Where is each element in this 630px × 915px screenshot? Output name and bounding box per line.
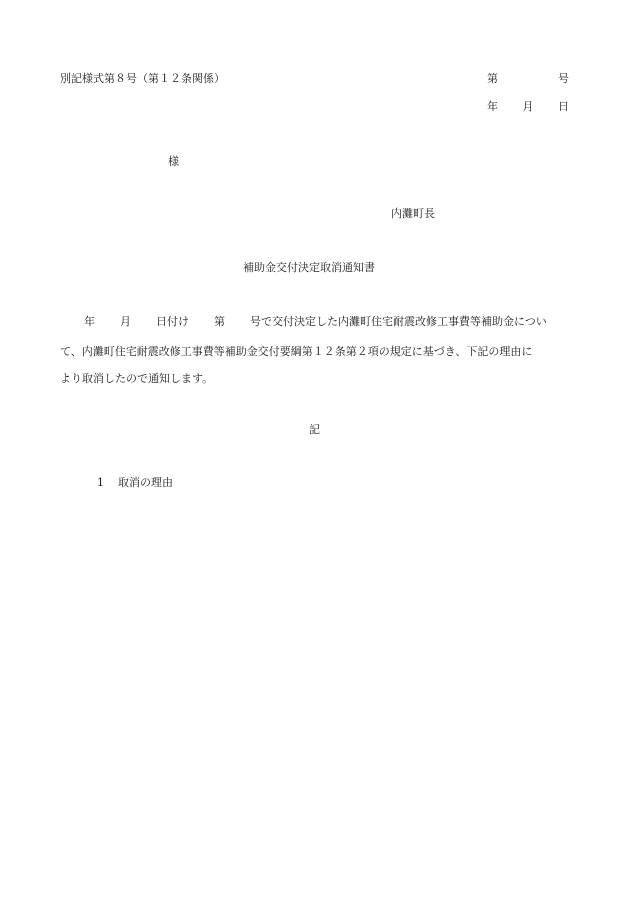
date-month: 月 bbox=[522, 100, 534, 113]
body-line-1 bbox=[84, 316, 547, 327]
body-line-1-text: 号で交付決定した内灘町住宅耐震改修工事費等補助金につい bbox=[250, 315, 547, 328]
form-label: 別記様式第８号（第１２条関係） bbox=[60, 72, 225, 85]
body-line-2: て、内灘町住宅耐震改修工事費等補助金交付要綱第１２条第２項の規定に基づき、下記の理由に bbox=[60, 345, 533, 358]
list-item-number: 1 bbox=[97, 476, 104, 489]
document-number-suffix: 号 bbox=[558, 72, 569, 85]
date-day: 日 bbox=[558, 100, 569, 113]
ki-heading: 記 bbox=[309, 423, 320, 436]
document-number bbox=[487, 73, 569, 84]
body-date-month: 月 bbox=[120, 315, 131, 328]
list-item-label: 取消の理由 bbox=[118, 476, 173, 489]
addressee-honorific: 様 bbox=[168, 155, 179, 168]
body-number-prefix: 第 bbox=[214, 315, 225, 328]
date-year: 年 bbox=[487, 100, 498, 113]
body-date-day-dated: 日付け bbox=[156, 315, 189, 328]
document-number-prefix: 第 bbox=[487, 72, 498, 85]
document-date bbox=[487, 101, 569, 112]
list-item bbox=[97, 477, 173, 488]
body-line-3: より取消したので通知します。 bbox=[60, 372, 214, 385]
document-title: 補助金交付決定取消通知書 bbox=[243, 261, 375, 274]
sender-name: 内灘町長 bbox=[391, 207, 435, 220]
body-date-year: 年 bbox=[84, 315, 95, 328]
